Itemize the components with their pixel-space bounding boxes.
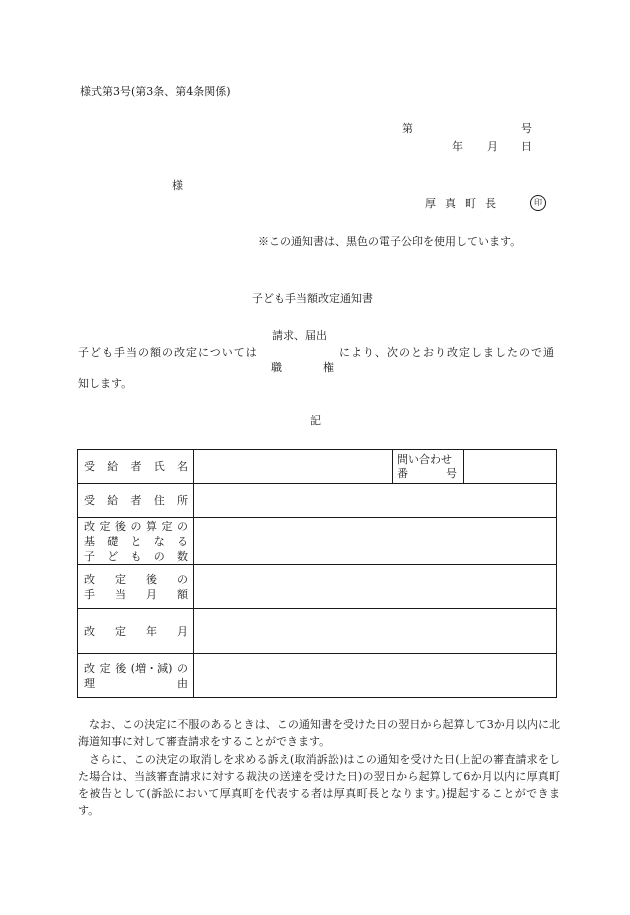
body-line2: 知します。 <box>78 377 133 390</box>
addressee-suffix: 様 <box>172 179 183 192</box>
option-request-notification: 請求、届出 <box>272 329 327 342</box>
number-suffix: 号 <box>521 122 532 135</box>
document-title: 子ども手当額改定通知書 <box>252 292 373 305</box>
lawsuit-note: さらに、この決定の取消しを求める訴え(取消訴訟)はこの通知を受けた日(上記の審査請求をした場合は、当該審査請求に対する裁決の送達を受けた日)の翌日から起算して6か月以内に厚真町を被告として(訴訟において厚真町を代表する者は厚真町長となります。)提起することができます。 <box>78 753 560 817</box>
inquiry-number-label: 問い合わせ 番 号 <box>393 450 464 484</box>
appeal-note: なお、この決定に不服のあるときは、この通知書を受けた日の翌日から起算して3か月以内に北海道知事に対して審査請求をすることができます。 <box>78 718 560 748</box>
revision-reason-label: 改 定 後 (増・減) の 理 由 <box>78 654 194 698</box>
details-table <box>77 449 557 698</box>
option-ex-officio-2: 権 <box>323 361 334 374</box>
recipient-name-field[interactable] <box>194 450 393 484</box>
monthly-amount-field[interactable] <box>194 565 557 609</box>
recipient-address-field[interactable] <box>194 484 557 518</box>
inquiry-number-field[interactable] <box>464 450 557 484</box>
revision-month-label: 改 定 年 月 <box>78 609 194 654</box>
table-row <box>78 484 557 518</box>
issuer-name: 厚真町長 <box>425 197 505 210</box>
children-count-label: 改 定 後 の 算 定 の 基 礎 と な る 子 ど も の 数 <box>78 518 194 565</box>
children-count-field[interactable] <box>194 518 557 565</box>
monthly-amount-label: 改 定 後 の 手 当 月 額 <box>78 565 194 609</box>
table-row <box>78 518 557 565</box>
date-month-label: 月 <box>487 140 498 153</box>
date-day-label: 日 <box>521 140 532 153</box>
seal-icon: 印 <box>530 195 546 211</box>
table-row <box>78 609 557 654</box>
table-row <box>78 450 557 484</box>
ki-heading: 記 <box>310 414 321 427</box>
revision-month-field[interactable] <box>194 609 557 654</box>
body-line1-left: 子ども手当の額の改定については <box>78 346 258 359</box>
form-label: 様式第3号(第3条、第4条関係) <box>80 85 231 98</box>
revision-reason-field[interactable] <box>194 654 557 698</box>
recipient-address-label: 受 給 者 住 所 <box>78 484 194 518</box>
option-ex-officio-1: 職 <box>271 361 282 374</box>
number-prefix: 第 <box>402 122 413 135</box>
body-line1-right: により、次のとおり改定しましたので通 <box>339 346 555 359</box>
recipient-name-label: 受 給 者 氏 名 <box>78 450 194 484</box>
date-year-label: 年 <box>452 140 463 153</box>
seal-note: ※この通知書は、黒色の電子公印を使用しています。 <box>258 235 522 248</box>
table-row <box>78 654 557 698</box>
table-row <box>78 565 557 609</box>
